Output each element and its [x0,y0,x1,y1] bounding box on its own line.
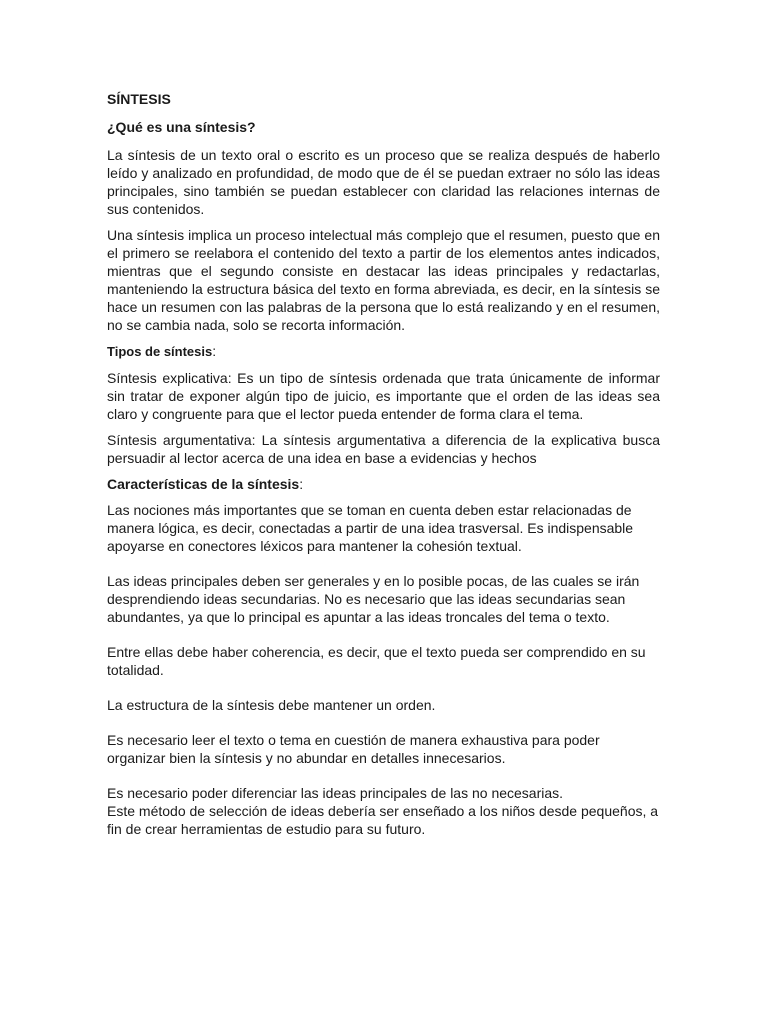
question-heading: ¿Qué es una síntesis? [107,119,256,135]
types-heading-text: Tipos de síntesis [107,344,213,359]
characteristic-paragraph-3: Entre ellas debe haber coherencia, es decir, que el texto pueda ser comprendido en su totalidad. [107,644,646,678]
closing-line: Este método de selección de ideas debería ser enseñado a los niños desde pequeños, a fin de crear herramientas de estudio para su futuro. [107,803,659,837]
characteristics-heading [107,475,660,493]
characteristic-paragraph-1: Las nociones más importantes que se toman en cuenta deben estar relacionadas de manera lógica, es decir, conectadas a partir de una idea trasversal. Es indispensable apoyarse en conectores léxicos para mantener la cohesión textual. [107,502,634,554]
characteristic-paragraph-6: Es necesario poder diferenciar las ideas principales de las no necesarias. [107,785,564,801]
characteristics-heading-text: Características de la síntesis [107,476,300,492]
intro-paragraph-1: La síntesis de un texto oral o escrito es un proceso que se realiza después de haberlo leído y analizado en profundidad, de modo que de él se puedan extraer no sólo las ideas principales, sino también se puedan establecer con claridad las relaciones internas de sus contenidos. [107,147,660,217]
characteristic-paragraph-2: Las ideas principales deben ser generales y en lo posible pocas, de las cuales se irán desprendiendo ideas secundarias. No es necesario que las ideas secundarias sean abundantes, ya que lo principal es apuntar a las ideas troncales del tema o texto. [107,573,640,625]
types-heading-colon: : [212,343,217,359]
type-explicativa-paragraph: Síntesis explicativa: Es un tipo de síntesis ordenada que trata únicamente de informar sin tratar de exponer algún tipo de juicio, es importante que el orden de las ideas sea claro y congruente para que el lector pueda entender de forma clara el tema. [107,370,660,422]
characteristic-paragraph-5: Es necesario leer el texto o tema en cuestión de manera exhaustiva para poder organizar bien la síntesis y no abundar en detalles innecesarios. [107,732,600,766]
document-title: SÍNTESIS [107,91,171,107]
characteristic-paragraph-4: La estructura de la síntesis debe mantener un orden. [107,697,436,713]
intro-paragraph-2: Una síntesis implica un proceso intelectual más complejo que el resumen, puesto que en el primero se reelabora el contenido del texto a partir de los elementos antes indicados, mientras que el segundo consiste en destacar las ideas principales y redactarlas, manteniendo la estructura básica del texto en forma abreviada, es decir, en la síntesis se hace un resumen con las palabras de la persona que lo está realizando y en el resumen, no se cambia nada, solo se recorta información. [107,227,660,333]
types-heading [107,342,660,361]
type-argumentativa-paragraph: Síntesis argumentativa: La síntesis argumentativa a diferencia de la explicativa busca persuadir al lector acerca de una idea en base a evidencias y hechos [107,432,660,466]
characteristics-heading-colon: : [299,476,304,492]
